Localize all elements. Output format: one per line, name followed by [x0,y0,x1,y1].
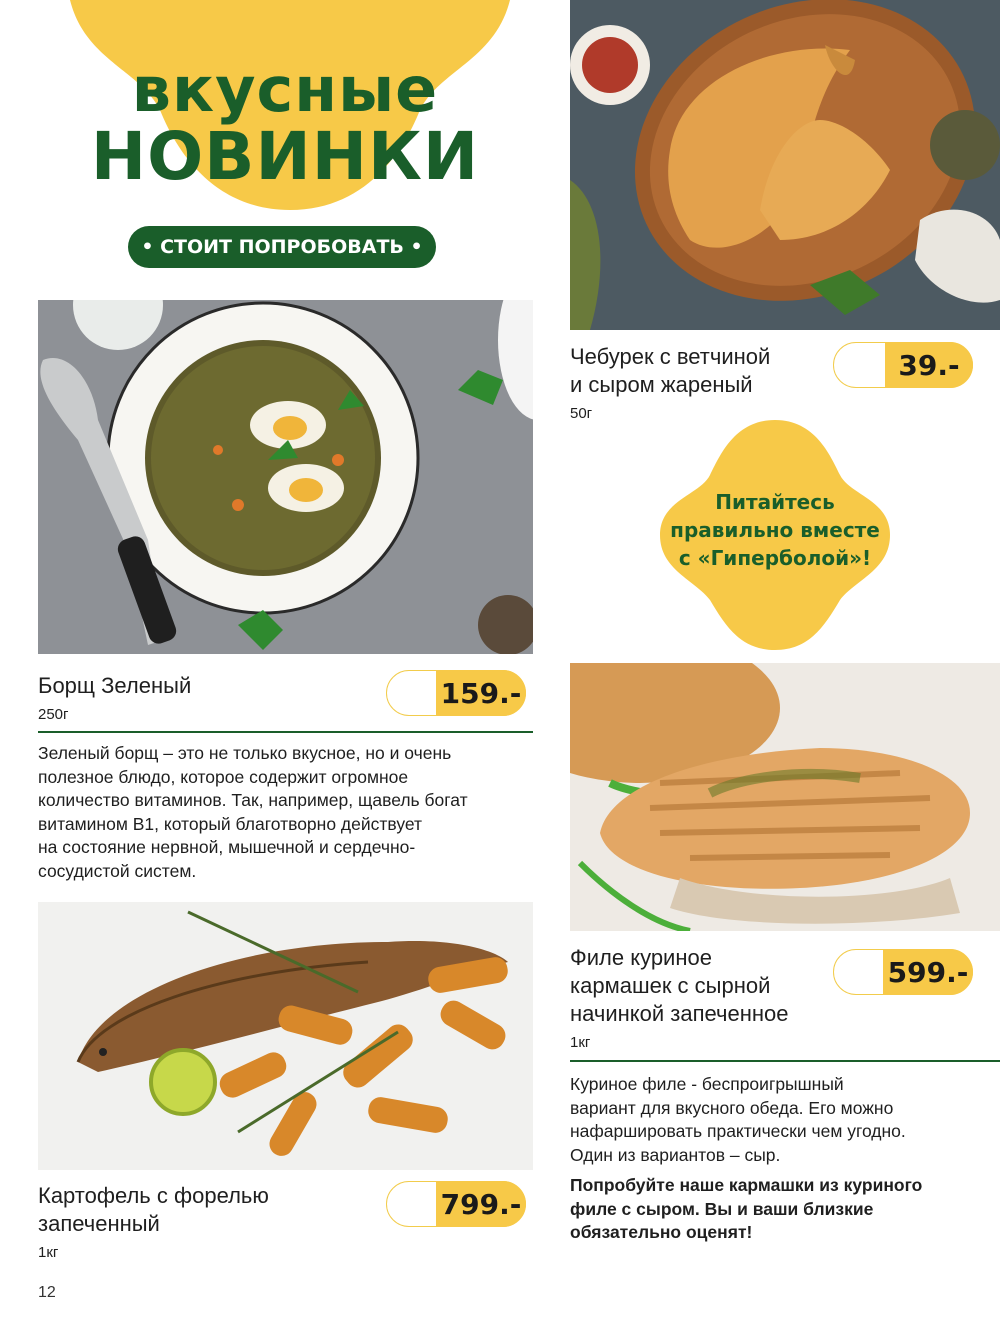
chicken-description: Куриное филе - беспроигрышный вариант для вкусного обеда. Его можно нафаршировать практически чем угодно. Один из вариантов – сыр. [570,1074,906,1165]
dish-weight-chicken: 1кг [570,1034,591,1051]
chicken-fillet-photo [570,663,1000,931]
try-it-badge: • СТОИТ ПОПРОБОВАТЬ • [128,226,436,268]
dish-name-chicken: Филе куриное кармашек с сырной начинкой запеченное [570,945,789,1026]
price-value: 799.- [436,1181,526,1227]
dish-name-trout: Картофель с форелью запеченный [38,1183,269,1236]
price-value: 159.- [436,670,526,716]
price-tag-trout [386,1181,526,1227]
borscht-photo [38,300,533,654]
price-tag-chicken [833,949,973,995]
divider [38,731,533,733]
dish-weight-trout: 1кг [38,1244,59,1261]
price-value: 39.- [885,342,973,388]
page-title-line2: НОВИНКИ [90,118,480,195]
price-tag-cheburek [833,342,973,388]
price-value: 599.- [883,949,973,995]
page-number: 12 [38,1284,56,1301]
page-title-line1: вкусные [131,53,439,126]
dish-name-cheburek: Чебурек с ветчиной и сыром жареный [570,344,771,397]
dish-name-borscht: Борщ Зеленый [38,673,192,698]
dish-weight-borscht: 250г [38,706,69,723]
cheburek-photo [570,0,1000,330]
dish-weight-cheburek: 50г [570,405,593,422]
borscht-description: Зеленый борщ – это не только вкусное, но и очень полезное блюдо, которое содержит огромное количество витаминов. Так, например, щавель богат витамином B1, который благотворно действует на состояние нервной, мышечной и сердечно- сосудистой систем. [38,743,468,881]
trout-potatoes-photo [38,902,533,1170]
chicken-call-to-action: Попробуйте наше кармашки из куриного филе с сыром. Вы и ваши близкие обязательно оценят! [570,1175,923,1242]
price-tag-borscht [386,670,526,716]
divider [570,1060,1000,1062]
promo-text: Питайтесь правильно вместе с «Гиперболой»! [670,490,880,570]
